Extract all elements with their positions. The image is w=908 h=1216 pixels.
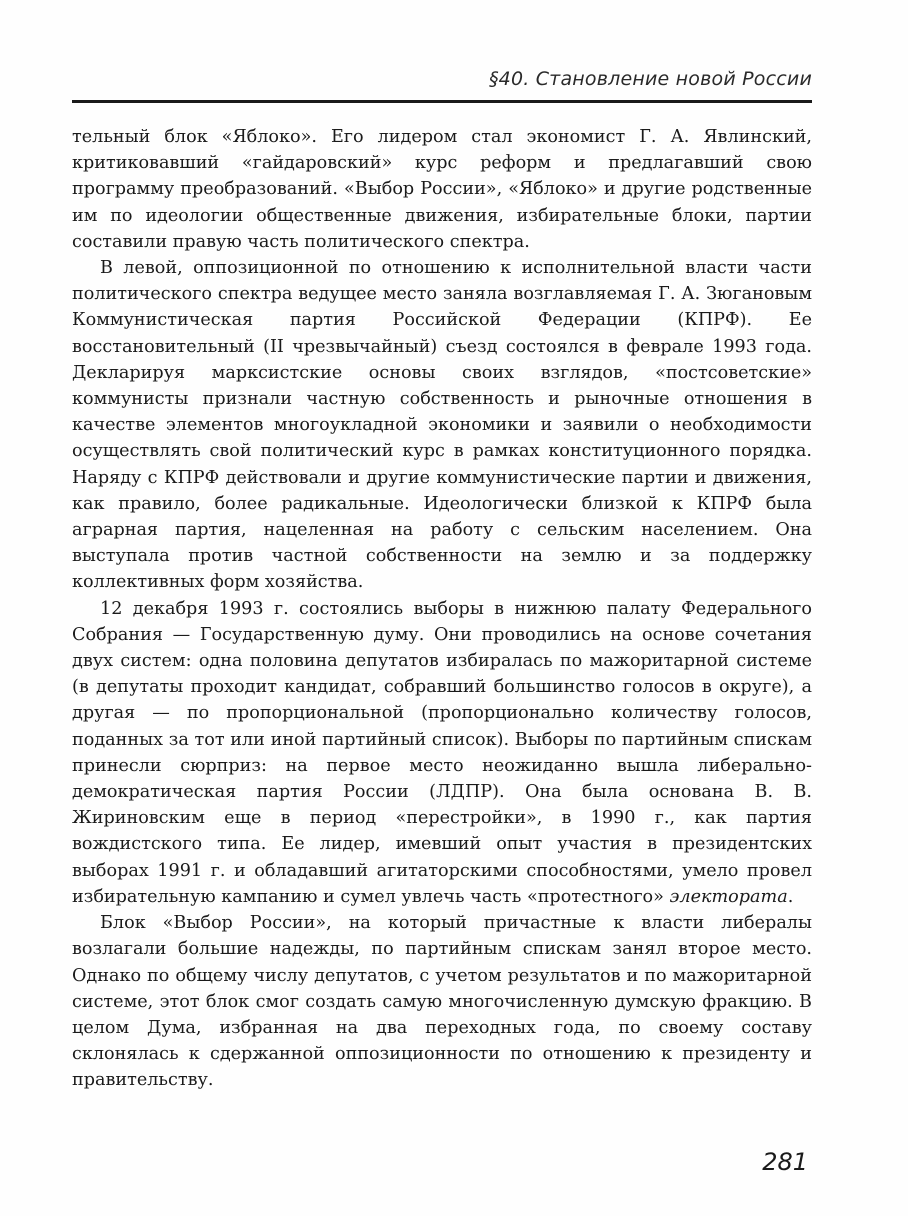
paragraph-2: В левой, оппозиционной по отношению к исполнительной власти части политического спектра ведущее место заняла возглавляемая Г. А. Зюгановым Коммунистическая партия Российской Федерации (КПРФ). Ее восстановительный (II чрезвычайный) съезд состоялся в феврале 1993 года. Декларируя марксистские основы своих взглядов, «постсоветские» коммунисты признали частную собственность и рыночные отношения в качестве элементов многоукладной экономики и заявили о необходимости осуществлять свой политический курс в рамках конституционного порядка. Наряду с КПРФ действовали и другие коммунистические партии и движения, как правило, более радикальные. Идеологически близкой к КПРФ была аграрная партия, нацеленная на работу с сельским населением. Она выступала против частной собственности на землю и за поддержку коллективных форм хозяйства. — [72, 258, 812, 593]
header-rule — [72, 100, 812, 103]
paragraph-3 — [72, 596, 812, 910]
paragraph-4: Блок «Выбор России», на который причастные к власти либералы возлагали большие надежды, по партийным спискам занял второе место. Однако по общему числу депутатов, с учетом результатов и по мажоритарной системе, этот блок смог создать самую многочисленную думскую фракцию. В целом Дума, избранная на два переходных года, по своему составу склонялась к сдержанной оппозиционности по отношению к президенту и правительству. — [72, 913, 812, 1091]
italic-term-electorate: электората — [669, 886, 788, 907]
body-text — [72, 124, 812, 1094]
running-header-title: §40. Становление новой России — [488, 68, 812, 90]
paragraph-3-end: . — [787, 886, 794, 907]
paragraph-1: тельный блок «Яблоко». Его лидером стал экономист Г. А. Явлинский, критиковавший «гайдаровский» курс реформ и предлагавший свою программу преобразований. «Выбор России», «Яблоко» и другие родственные им по идеологии общественные движения, избирательные блоки, партии составили правую часть политического спектра. — [72, 127, 812, 252]
page-number: 281 — [762, 1148, 808, 1176]
paragraph-3-text: 12 декабря 1993 г. состоялись выборы в нижнюю палату Федерального Собрания — Государственную думу. Они проводились на основе сочетания двух систем: одна половина депутатов избиралась по мажоритарной системе (в депутаты проходит кандидат, собравший большинство голосов в округе), а другая — по пропорциональной (пропорционально количеству голосов, поданных за тот или иной партийный список). Выборы по партийным спискам принесли сюрприз: на первое место неожиданно вышла либерально-демократическая партия России (ЛДПР). Она была основана В. В. Жириновским еще в период «перестройки», в 1990 г., как партия вождистского типа. Ее лидер, имевший опыт участия в президентских выборах 1991 г. и обладавший агитаторскими способностями, умело провел избирательную кампанию и сумел увлечь часть «протестного» — [72, 598, 812, 907]
